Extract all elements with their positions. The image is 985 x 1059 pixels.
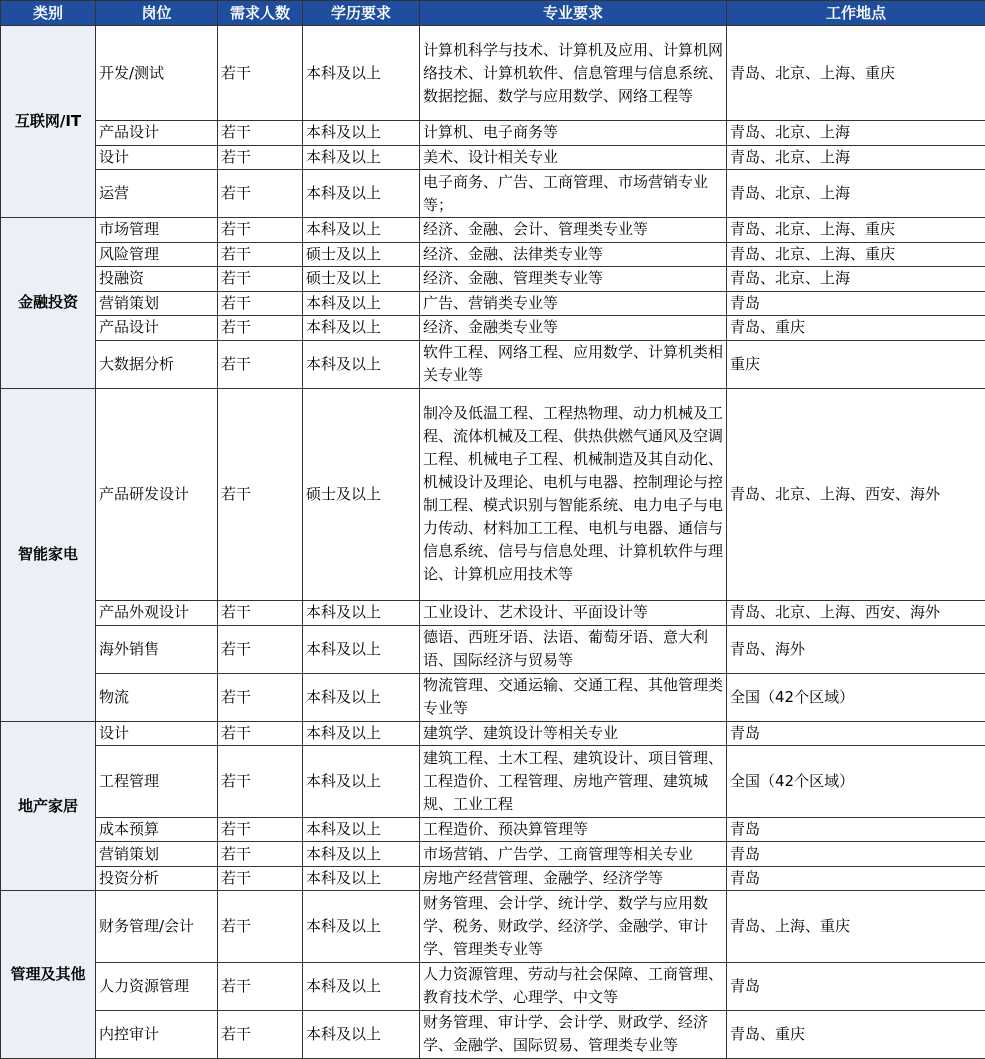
location-cell: 青岛、海外 — [727, 625, 985, 673]
table-header — [1, 1, 985, 26]
majors-cell: 美术、设计相关专业 — [420, 145, 727, 170]
majors-cell: 工程造价、预决算管理等 — [420, 817, 727, 842]
education-cell: 本科及以上 — [303, 316, 420, 341]
header-majors: 专业要求 — [420, 1, 727, 26]
location-cell: 青岛、北京、上海、重庆 — [727, 242, 985, 267]
location-cell: 青岛、北京、上海 — [727, 267, 985, 292]
position-cell: 海外销售 — [96, 625, 218, 673]
location-cell: 青岛 — [727, 817, 985, 842]
count-cell: 若干 — [218, 267, 303, 292]
table-row — [1, 842, 985, 867]
table-row — [1, 121, 985, 146]
header-count: 需求人数 — [218, 1, 303, 26]
position-cell: 投融资 — [96, 267, 218, 292]
location-cell: 青岛、北京、上海、重庆 — [727, 218, 985, 243]
table-row — [1, 26, 985, 121]
position-cell: 内控审计 — [96, 1010, 218, 1058]
category-cell: 互联网/IT — [1, 26, 96, 218]
position-cell: 开发/测试 — [96, 26, 218, 121]
majors-cell: 电子商务、广告、工商管理、市场营销专业等； — [420, 170, 727, 218]
position-cell: 运营 — [96, 170, 218, 218]
count-cell: 若干 — [218, 962, 303, 1010]
education-cell: 本科及以上 — [303, 746, 420, 818]
education-cell: 本科及以上 — [303, 962, 420, 1010]
location-cell: 重庆 — [727, 340, 985, 388]
location-cell: 青岛、北京、上海、西安、海外 — [727, 601, 985, 626]
count-cell: 若干 — [218, 817, 303, 842]
table-row — [1, 891, 985, 963]
majors-cell: 经济、金融、管理类专业等 — [420, 267, 727, 292]
position-cell: 工程管理 — [96, 746, 218, 818]
majors-cell: 房地产经营管理、金融学、经济学等 — [420, 866, 727, 891]
count-cell: 若干 — [218, 601, 303, 626]
location-cell: 全国（42个区域） — [727, 673, 985, 721]
location-cell: 青岛 — [727, 866, 985, 891]
table-row — [1, 721, 985, 746]
location-cell: 青岛、上海、重庆 — [727, 891, 985, 963]
location-cell: 青岛、北京、上海 — [727, 170, 985, 218]
majors-cell: 经济、金融类专业等 — [420, 316, 727, 341]
location-cell: 青岛 — [727, 842, 985, 867]
education-cell: 硕士及以上 — [303, 388, 420, 601]
education-cell: 本科及以上 — [303, 601, 420, 626]
location-cell: 青岛 — [727, 962, 985, 1010]
education-cell: 硕士及以上 — [303, 267, 420, 292]
header-education: 学历要求 — [303, 1, 420, 26]
position-cell: 营销策划 — [96, 291, 218, 316]
education-cell: 本科及以上 — [303, 1010, 420, 1058]
position-cell: 产品设计 — [96, 121, 218, 146]
table-row — [1, 242, 985, 267]
count-cell: 若干 — [218, 291, 303, 316]
education-cell: 本科及以上 — [303, 26, 420, 121]
majors-cell: 经济、金融、法律类专业等 — [420, 242, 727, 267]
education-cell: 本科及以上 — [303, 625, 420, 673]
location-cell: 青岛 — [727, 721, 985, 746]
table-row — [1, 1010, 985, 1058]
position-cell: 人力资源管理 — [96, 962, 218, 1010]
education-cell: 本科及以上 — [303, 866, 420, 891]
majors-cell: 制冷及低温工程、工程热物理、动力机械及工程、流体机械及工程、供热供燃气通风及空调工程、机械电子工程、机械制造及其自动化、机械设计及理论、电机与电器、控制理论与控制工程、模式识别与智能系统、电力电子与电力传动、材料加工工程、电机与电器、通信与信息系统、信号与信息处理、计算机软件与理论、计算机应用技术等 — [420, 388, 727, 601]
education-cell: 硕士及以上 — [303, 242, 420, 267]
majors-cell: 财务管理、审计学、会计学、财政学、经济学、金融学、国际贸易、管理类专业等 — [420, 1010, 727, 1058]
count-cell: 若干 — [218, 388, 303, 601]
location-cell: 青岛、北京、上海、西安、海外 — [727, 388, 985, 601]
education-cell: 本科及以上 — [303, 218, 420, 243]
table-row — [1, 673, 985, 721]
majors-cell: 计算机、电子商务等 — [420, 121, 727, 146]
education-cell: 本科及以上 — [303, 170, 420, 218]
position-cell: 市场管理 — [96, 218, 218, 243]
location-cell: 青岛、北京、上海、重庆 — [727, 26, 985, 121]
table-row — [1, 316, 985, 341]
category-cell: 地产家居 — [1, 721, 96, 891]
count-cell: 若干 — [218, 891, 303, 963]
table-row — [1, 170, 985, 218]
count-cell: 若干 — [218, 340, 303, 388]
table-row — [1, 340, 985, 388]
header-position: 岗位 — [96, 1, 218, 26]
count-cell: 若干 — [218, 170, 303, 218]
majors-cell: 建筑学、建筑设计等相关专业 — [420, 721, 727, 746]
majors-cell: 建筑工程、土木工程、建筑设计、项目管理、工程造价、工程管理、房地产管理、建筑城规、工业工程 — [420, 746, 727, 818]
table-row — [1, 388, 985, 601]
count-cell: 若干 — [218, 145, 303, 170]
location-cell: 青岛、重庆 — [727, 1010, 985, 1058]
majors-cell: 市场营销、广告学、工商管理等相关专业 — [420, 842, 727, 867]
table-row — [1, 145, 985, 170]
position-cell: 产品设计 — [96, 316, 218, 341]
table-row — [1, 746, 985, 818]
majors-cell: 德语、西班牙语、法语、葡萄牙语、意大利语、国际经济与贸易等 — [420, 625, 727, 673]
majors-cell: 广告、营销类专业等 — [420, 291, 727, 316]
education-cell: 本科及以上 — [303, 121, 420, 146]
position-cell: 风险管理 — [96, 242, 218, 267]
majors-cell: 软件工程、网络工程、应用数学、计算机类相关专业等 — [420, 340, 727, 388]
count-cell: 若干 — [218, 625, 303, 673]
education-cell: 本科及以上 — [303, 721, 420, 746]
majors-cell: 物流管理、交通运输、交通工程、其他管理类专业等 — [420, 673, 727, 721]
location-cell: 全国（42个区域） — [727, 746, 985, 818]
count-cell: 若干 — [218, 242, 303, 267]
position-cell: 财务管理/会计 — [96, 891, 218, 963]
education-cell: 本科及以上 — [303, 145, 420, 170]
position-cell: 产品外观设计 — [96, 601, 218, 626]
location-cell: 青岛 — [727, 291, 985, 316]
table-row — [1, 267, 985, 292]
position-cell: 营销策划 — [96, 842, 218, 867]
category-cell: 智能家电 — [1, 388, 96, 721]
table-row — [1, 218, 985, 243]
count-cell: 若干 — [218, 746, 303, 818]
majors-cell: 经济、金融、会计、管理类专业等 — [420, 218, 727, 243]
position-cell: 投资分析 — [96, 866, 218, 891]
position-cell: 产品研发设计 — [96, 388, 218, 601]
table-row — [1, 962, 985, 1010]
position-cell: 设计 — [96, 721, 218, 746]
position-cell: 成本预算 — [96, 817, 218, 842]
education-cell: 本科及以上 — [303, 340, 420, 388]
education-cell: 本科及以上 — [303, 673, 420, 721]
table-row — [1, 866, 985, 891]
count-cell: 若干 — [218, 1010, 303, 1058]
category-cell: 金融投资 — [1, 218, 96, 389]
position-cell: 设计 — [96, 145, 218, 170]
count-cell: 若干 — [218, 842, 303, 867]
location-cell: 青岛、北京、上海 — [727, 145, 985, 170]
position-cell: 大数据分析 — [96, 340, 218, 388]
count-cell: 若干 — [218, 121, 303, 146]
education-cell: 本科及以上 — [303, 291, 420, 316]
position-cell: 物流 — [96, 673, 218, 721]
location-cell: 青岛、重庆 — [727, 316, 985, 341]
majors-cell: 财务管理、会计学、统计学、数学与应用数学、税务、财政学、经济学、金融学、审计学、管理类专业等 — [420, 891, 727, 963]
location-cell: 青岛、北京、上海 — [727, 121, 985, 146]
education-cell: 本科及以上 — [303, 842, 420, 867]
table-row — [1, 817, 985, 842]
count-cell: 若干 — [218, 218, 303, 243]
table-row — [1, 291, 985, 316]
category-cell: 管理及其他 — [1, 891, 96, 1059]
table-body — [1, 26, 985, 1059]
count-cell: 若干 — [218, 866, 303, 891]
header-category: 类别 — [1, 1, 96, 26]
count-cell: 若干 — [218, 673, 303, 721]
count-cell: 若干 — [218, 316, 303, 341]
majors-cell: 工业设计、艺术设计、平面设计等 — [420, 601, 727, 626]
header-location: 工作地点 — [727, 1, 985, 26]
majors-cell: 计算机科学与技术、计算机及应用、计算机网络技术、计算机软件、信息管理与信息系统、数据挖掘、数学与应用数学、网络工程等 — [420, 26, 727, 121]
majors-cell: 人力资源管理、劳动与社会保障、工商管理、教育技术学、心理学、中文等 — [420, 962, 727, 1010]
table-row — [1, 625, 985, 673]
education-cell: 本科及以上 — [303, 817, 420, 842]
count-cell: 若干 — [218, 26, 303, 121]
table-row — [1, 601, 985, 626]
count-cell: 若干 — [218, 721, 303, 746]
education-cell: 本科及以上 — [303, 891, 420, 963]
